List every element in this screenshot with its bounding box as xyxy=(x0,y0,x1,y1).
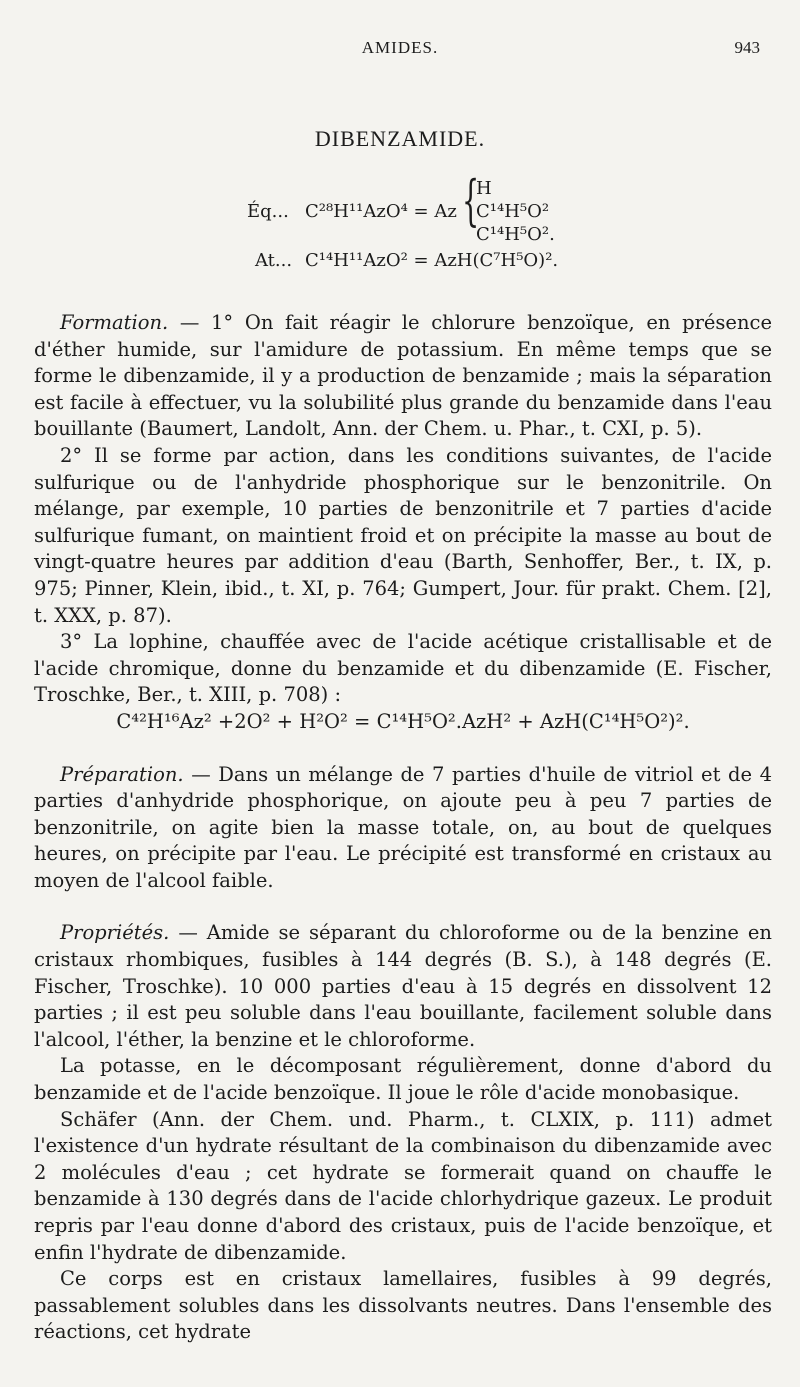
formula-branch-bottom: C¹⁴H⁵O². xyxy=(476,224,555,245)
paragraph-preparation xyxy=(34,762,772,895)
brace-symbol: { xyxy=(462,169,480,232)
running-title: AMIDES. xyxy=(361,38,439,57)
body-text xyxy=(34,310,772,1346)
formation-text-1: — 1° On fait réagir le chlorure benzoïque, en présence d'éther humide, sur l'amidure de potassium. En même temps que se forme le dibenzamide, il y a production de benzamide ; mais la séparation est facile à effectuer, vu la solubilité plus grande du benzamide dans l'eau bouillante (Baumert, Landolt, Ann. der Chem. u. Phar., t. CXI, p. 5). xyxy=(34,311,772,441)
page-number: 943 xyxy=(734,38,760,57)
formula-eq-label: Éq... xyxy=(247,201,289,222)
preparation-text: — Dans un mélange de 7 parties d'huile de vitriol et de 4 parties d'anhydride phosphorique, on ajoute peu à peu 7 parties de benzonitrile, on agite bien la masse totale, on, au bout de quelques heures, on précipite par l'eau. Le précipité est transformé en cristaux au moyen de l'alcool faible. xyxy=(34,762,772,892)
formula-eq: C²⁸H¹¹AzO⁴ = Az xyxy=(305,201,457,222)
proprietes-label: Propriétés. xyxy=(60,921,170,945)
paragraph-proprietes-3: Schäfer (Ann. der Chem. und. Pharm., t. CLXIX, p. 111) admet l'existence d'un hydrate résultant de la combinaison du dibenzamide avec 2 molécules d'eau ; cet hydrate se formerait quand on chauffe le benzamide à 130 degrés dans de l'acide chlorhydrique gazeux. Le produit repris par l'eau donne d'abord des cristaux, puis de l'acide benzoïque, et enfin l'hydrate de dibenzamide. xyxy=(34,1107,772,1264)
paragraph-proprietes-4: Ce corps est en cristaux lamellaires, fusibles à 99 degrés, passablement solubles dans les dissolvants neutres. Dans l'ensemble des réactions, cet hydrate xyxy=(34,1267,772,1344)
spacer xyxy=(34,736,772,762)
spacer xyxy=(34,894,772,920)
paragraph-proprietes-2: La potasse, en le décomposant régulièrement, donne d'abord du benzamide et de l'acide benzoïque. Il joue le rôle d'acide monobasique. xyxy=(34,1054,772,1105)
preparation-label: Préparation. xyxy=(60,762,184,786)
formula-at: C¹⁴H¹¹AzO² = AzH(C⁷H⁵O)². xyxy=(305,250,559,271)
formula-branch-top: H xyxy=(476,178,492,199)
paragraph-proprietes-1 xyxy=(34,920,772,1053)
paragraph-formation-1 xyxy=(34,310,772,443)
formation-label: Formation. xyxy=(60,311,169,334)
reaction-formula: C⁴²H¹⁶Az² +2O² + H²O² = C¹⁴H⁵O².AzH² + AzH(C¹⁴H⁵O²)². xyxy=(116,709,690,733)
running-header xyxy=(0,38,800,62)
section-heading: DIBENZAMIDE. xyxy=(314,126,486,151)
paragraph-formation-2: 2° Il se forme par action, dans les conditions suivantes, de l'acide sulfurique ou de l'anhydride phosphorique sur le benzonitrile. On mélange, par exemple, 10 parties de benzonitrile et 7 parties d'acide sulfurique fumant, on maintient froid et on précipite la masse au bout de vingt-quatre heures par addition d'eau (Barth, Senhoffer, Ber., t. IX, p. 975; Pinner, Klein, ibid., t. XI, p. 764; Gumpert, Jour. für prakt. Chem. [2], t. XXX, p. 87). xyxy=(34,443,772,627)
proprietes-text-1: — Amide se séparant du chloroforme ou de la benzine en cristaux rhombiques, fusibles à 144 degrés (B. S.), à 148 degrés (E. Fischer, Troschke). 10 000 parties d'eau à 15 degrés en dissolvent 12 parties ; il est peu soluble dans l'eau bouillante, facilement soluble dans l'alcool, l'éther, la benzine et le chloroforme. xyxy=(34,921,772,1051)
formula-at-label: At... xyxy=(255,250,293,271)
paragraph-formation-3: 3° La lophine, chauffée avec de l'acide acétique cristallisable et de l'acide chromique, donne du benzamide et du dibenzamide (E. Fischer, Troschke, Ber., t. XIII, p. 708) : xyxy=(34,630,772,707)
formula-branch-mid: C¹⁴H⁵O² xyxy=(476,201,550,222)
